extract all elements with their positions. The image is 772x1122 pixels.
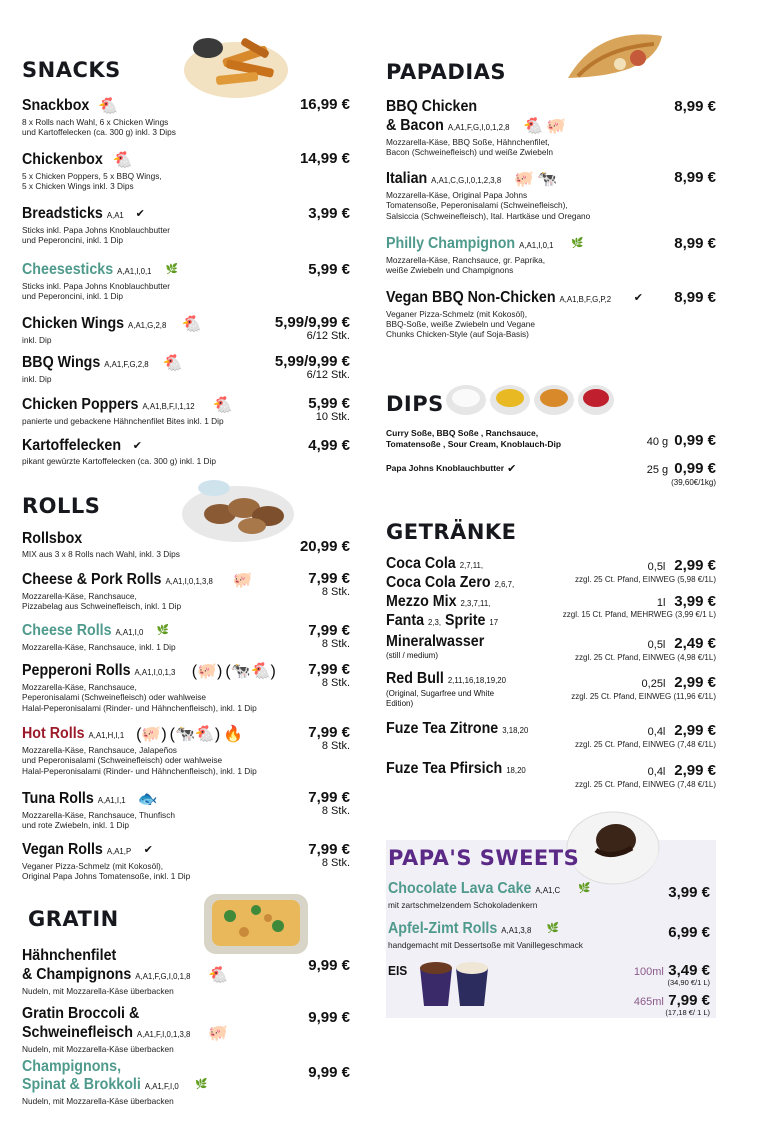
mezzo-price: 1l 3,99 €: [656, 593, 716, 610]
item-price: 8,99 €: [674, 98, 716, 115]
menu-item-cheese-pork-rolls[interactable]: [22, 570, 350, 612]
left-column: [22, 0, 350, 1122]
item-qty: 10 Stk.: [315, 411, 350, 423]
item-price: 5,99/9,99 €: [274, 353, 350, 370]
item-qty: 8 Stk.: [321, 805, 350, 817]
item-desc: Mozzarella-Käse, Ranchsauce, gr. Paprika, weiße Zwiebeln und Champignons: [386, 255, 546, 276]
drink-pfand: zzgl. 25 Ct. Pfand, EINWEG (4,98 €/1L): [575, 653, 716, 662]
pig-icon: 🐖: [232, 572, 253, 589]
chicken-icon: 🐔: [181, 316, 202, 333]
drink-mezzo-mix: Mezzo Mix 2,3,7,11,: [386, 593, 491, 610]
menu-item-hot-rolls[interactable]: [22, 724, 350, 776]
item-desc: Mozzarella-Käse, Ranchsauce, Jalapeños und Peperonisalami (Schweinefleisch) oder wahlweise Halal-Peperonisalami (Rinder- und Hähnchenfleisch), inkl. 1 Dip: [22, 745, 257, 776]
item-name: Snackbox: [22, 97, 90, 115]
item-price: 8,99 €: [674, 289, 716, 306]
drink-pfand: zzgl. 25 Ct. Pfand, EINWEG (7,48 €/1L): [575, 780, 716, 789]
item-name: Vegan BBQ Non-Chicken A,A1,B,F,G,P,2: [386, 289, 612, 306]
gratin-heading: GRATIN: [28, 907, 119, 931]
chicken-icon: 🐔: [208, 967, 229, 984]
drink-fuze-zitrone[interactable]: [386, 720, 716, 749]
item-name: Hähnchenfilet: [22, 947, 117, 964]
menu-item-chickenbox[interactable]: [22, 150, 350, 191]
vegan-leaf-icon: ✔: [633, 292, 643, 305]
item-name: BBQ Chicken: [386, 98, 478, 115]
item-desc: Mozzarella-Käse, Ranchsauce, Pizzabelag aus Schweinefleisch, inkl. 1 Dip: [22, 591, 182, 612]
item-name: Gratin Broccoli &: [22, 1005, 140, 1022]
menu-item-papadia-philly[interactable]: [386, 235, 716, 275]
item-name: Cheese & Pork Rolls A,A1,I,0,1,3,8: [22, 571, 213, 589]
item-desc: 5 x Chicken Poppers, 5 x BBQ Wings, 5 x Chicken Wings inkl. 3 Dips: [22, 171, 162, 192]
menu-item-papadia-vegan-bbq[interactable]: [386, 289, 716, 340]
item-name: Hot Rolls A,A1,H,I,1: [22, 725, 125, 743]
chicken-icon: 🐔: [162, 355, 183, 372]
menu-item-lava-cake[interactable]: [388, 880, 710, 910]
drink-price: 0,4l 2,99 €: [647, 722, 716, 739]
item-name: BBQ Wings A,A1,F,G,2,8: [22, 354, 149, 372]
item-desc: Nudeln, mit Mozzarella-Käse überbacken: [22, 986, 174, 997]
item-name: EIS: [388, 963, 408, 978]
menu-item-eis[interactable]: [388, 962, 710, 1022]
menu-item-chicken-wings[interactable]: [22, 314, 350, 345]
dips-list: Curry Soße, BBQ Soße , Ranchsauce, Tomatensoße , Sour Cream, Knoblauch-Dip: [386, 428, 562, 449]
item-desc: Mozzarella-Käse, Original Papa Johns Tomatensoße, Peperonisalami (Schweinefleisch), Salsiccia (Schweinefleisch), Ital. Hartkäse und Oregano: [386, 190, 591, 221]
cow-icon: 🐄: [537, 171, 558, 188]
cola-price: 0,5l 2,99 €: [647, 557, 716, 574]
item-name-line2: & Champignons A,A1,F,G,I,0,1,8: [22, 966, 191, 984]
drink-mineralwasser[interactable]: [386, 633, 716, 660]
drink-sub: (Original, Sugarfree und White Edition): [386, 689, 495, 708]
item-price: 6,99 €: [668, 924, 710, 941]
menu-item-papadia-italian[interactable]: [386, 169, 716, 221]
item-name: Vegan Rolls A,A1,P: [22, 841, 132, 858]
item-price: 9,99 €: [308, 957, 350, 974]
item-name: Champignons,: [22, 1058, 122, 1075]
drink-name: Fuze Tea Zitrone 3,18,20: [386, 720, 529, 737]
item-desc: inkl. Dip: [22, 374, 52, 385]
menu-item-vegan-rolls[interactable]: [22, 841, 350, 881]
menu-item-tuna-rolls[interactable]: [22, 789, 350, 831]
fish-icon: 🐟: [137, 791, 158, 808]
chicken-icon: 🐔: [212, 397, 233, 414]
sweets-content: [388, 846, 710, 1022]
pig-icon: 🐖: [514, 171, 535, 188]
item-name: Cheese Rolls A,A1,I,0: [22, 622, 144, 639]
eis-small-price: 100ml 3,49 €: [633, 962, 710, 979]
item-desc: handgemacht mit Dessertsoße mit Vanillegeschmack: [388, 940, 583, 950]
drink-pfand: zzgl. 25 Ct. Pfand, EINWEG (7,48 €/1L): [575, 740, 716, 749]
item-name: Chickenbox: [22, 151, 103, 169]
item-name: Italian A,A1,C,G,I,0,1,2,3,8: [386, 170, 502, 188]
item-price: 9,99 €: [308, 1064, 350, 1081]
chicken-icon: 🐔: [112, 152, 133, 169]
pig-icon: (🐖): [191, 663, 223, 680]
rolls-heading: ROLLS: [22, 494, 101, 518]
drink-coca-cola-zero: Coca Cola Zero 2,6,7,: [386, 574, 515, 591]
eis-small-unit: (34,90 €/1 L): [667, 978, 710, 987]
drink-name: Red Bull 2,11,16,18,19,20: [386, 670, 506, 687]
papadias-heading: PAPADIAS: [386, 60, 507, 84]
item-qty: 8 Stk.: [321, 586, 350, 598]
dips-weight-price: 40 g 0,99 €: [646, 432, 716, 449]
drink-coca-cola: Coca Cola 2,7,11,: [386, 555, 484, 572]
item-desc: Nudeln, mit Mozzarella-Käse überbacken: [22, 1044, 174, 1055]
item-name: Breadsticks A,A1: [22, 205, 124, 222]
item-name: Cheesesticks A,A1,I,0,1: [22, 261, 152, 278]
item-name: Tuna Rolls A,A1,I,1: [22, 790, 126, 808]
item-desc: Mozzarella-Käse, BBQ Soße, Hähnchenfilet, Bacon (Schweinefleisch) und weiße Zwiebeln: [386, 137, 553, 158]
item-price: 5,99 €: [308, 395, 350, 412]
dips-butter-unit: (39,60€/1kg): [671, 478, 716, 487]
item-price: 4,99 €: [308, 437, 350, 454]
drink-name: Mineralwasser: [386, 633, 485, 650]
item-price: 7,99 €: [308, 661, 350, 678]
drink-red-bull[interactable]: [386, 670, 716, 708]
item-desc: Mozzarella-Käse, Ranchsauce, Peperonisalami (Schweinefleisch) oder wahlweise Halal-Peperonisalami (Rinder- und Hähnchenfleisch), inkl. 1 Dip: [22, 682, 257, 713]
menu-item-cheese-rolls[interactable]: [22, 622, 350, 652]
item-price: 5,99/9,99 €: [274, 314, 350, 331]
dip-cups-photo: [444, 380, 614, 420]
drink-pfand: zzgl. 25 Ct. Pfand, EINWEG (11,96 €/1L): [571, 692, 716, 701]
chicken-icon: 🐔: [523, 118, 544, 135]
item-name: Chicken Wings A,A1,G,2,8: [22, 315, 167, 333]
vegetarian-leaf-icon: 🌿: [165, 264, 179, 276]
vegetarian-leaf-icon: 🌿: [546, 923, 560, 935]
item-desc: Sticks inkl. Papa Johns Knoblauchbutter und Peperoncini, inkl. 1 Dip: [22, 225, 171, 246]
dips-butter-name: Papa Johns Knoblauchbutter ✔: [386, 462, 517, 475]
item-name: Chicken Poppers A,A1,B,F,I,1,12: [22, 396, 195, 414]
drink-sub: (still / medium): [386, 651, 439, 660]
item-desc: Nudeln, mit Mozzarella-Käse überbacken: [22, 1096, 174, 1106]
chicken-icon: 🐔: [98, 98, 119, 115]
item-price: 20,99 €: [299, 538, 350, 555]
item-name: Kartoffelecken: [22, 437, 122, 454]
item-desc: Sticks inkl. Papa Johns Knoblauchbutter und Peperoncini, inkl. 1 Dip: [22, 281, 171, 302]
item-price: 9,99 €: [308, 1009, 350, 1026]
cola-pfand: zzgl. 25 Ct. Pfand, EINWEG (5,98 €/1L): [575, 575, 716, 584]
menu-item-gratin-champignons[interactable]: [22, 1058, 350, 1106]
chili-flame-icon: 🔥: [223, 726, 244, 743]
drink-price: 0,25l 2,99 €: [641, 674, 716, 691]
menu-item-chicken-poppers[interactable]: [22, 395, 350, 426]
item-price: 5,99 €: [308, 261, 350, 278]
sweets-heading: PAPA'S SWEETS: [388, 846, 580, 870]
vegan-leaf-icon: ✔: [507, 463, 517, 475]
menu-item-pepperoni-rolls[interactable]: [22, 661, 350, 713]
menu-item-gratin-broccoli[interactable]: [22, 1005, 350, 1054]
snacks-heading: SNACKS: [22, 58, 121, 82]
item-name: Rollsbox: [22, 530, 83, 547]
menu-item-bbq-wings[interactable]: [22, 353, 350, 384]
item-desc: panierte und gebackene Hähnchenfilet Bites inkl. 1 Dip: [22, 416, 224, 427]
pig-icon: 🐖: [208, 1025, 228, 1042]
vegetarian-leaf-icon: 🌿: [195, 1079, 208, 1091]
menu-item-kartoffelecken[interactable]: [22, 437, 350, 466]
item-name: Chocolate Lava Cake A,A1,C: [388, 880, 561, 897]
drink-name: Fuze Tea Pfirsich 18,20: [386, 760, 526, 777]
item-price: 3,99 €: [668, 884, 710, 901]
item-qty: 8 Stk.: [321, 677, 350, 689]
item-desc: Mozzarella-Käse, Ranchsauce, Thunfisch und rote Zwiebeln, inkl. 1 Dip: [22, 810, 175, 831]
item-name: Philly Champignon A,A1,I,0,1: [386, 235, 554, 252]
item-price: 14,99 €: [299, 150, 350, 167]
item-name-line2: Schweinefleisch A,A1,F,I,0,1,3,8: [22, 1024, 191, 1042]
item-name: Apfel-Zimt Rolls A,A1,3,8: [388, 920, 532, 937]
item-price: 8,99 €: [674, 169, 716, 186]
menu-item-gratin-haehnchen[interactable]: [22, 947, 350, 996]
item-price: 7,99 €: [308, 724, 350, 741]
drink-fuze-pfirsich[interactable]: [386, 760, 716, 789]
eis-large-price: 465ml 7,99 €: [633, 992, 710, 1009]
item-desc: Veganer Pizza-Schmelz (mit Kokosöl), BBQ-Soße, weiße Zwiebeln und Vegane Chunks Chicken-Style (auf Soja-Basis): [386, 309, 535, 340]
drink-price: 0,5l 2,49 €: [647, 635, 716, 652]
papadia-photo: [558, 18, 674, 98]
menu-item-breadsticks[interactable]: [22, 205, 350, 245]
drinks-heading: GETRÄNKE: [386, 520, 517, 544]
item-desc: MIX aus 3 x 8 Rolls nach Wahl, inkl. 3 Dips: [22, 549, 180, 559]
dips-butter-price: 25 g 0,99 €: [646, 460, 716, 477]
pig-icon: 🐖: [546, 118, 567, 135]
item-desc: inkl. Dip: [22, 335, 52, 346]
drink-fanta-sprite: Fanta 2,3, Sprite 17: [386, 612, 499, 629]
eis-large-unit: (17,18 €/ 1 L): [665, 1008, 710, 1017]
item-price: 16,99 €: [299, 96, 350, 113]
vegan-leaf-icon: ✔: [132, 440, 142, 453]
item-price: 7,99 €: [308, 841, 350, 858]
item-name-line2: Spinat & Brokkoli A,A1,F,I,0: [22, 1076, 179, 1093]
item-name: Pepperoni Rolls A,A1,I,0,1,3: [22, 662, 176, 680]
item-price: 7,99 €: [308, 789, 350, 806]
item-desc: 8 x Rolls nach Wahl, 6 x Chicken Wings und Kartoffelecken (ca. 300 g) inkl. 3 Dips: [22, 117, 176, 138]
dips-knoblauchbutter[interactable]: [386, 460, 716, 487]
pig-icon: (🐖): [136, 726, 167, 743]
item-qty: 8 Stk.: [321, 740, 350, 752]
item-name-line2: & Bacon A,A1,F,G,I,0,1,2,8: [386, 117, 510, 135]
item-desc: pikant gewürzte Kartoffelecken (ca. 300 g) inkl. 1 Dip: [22, 456, 217, 466]
dips-heading: DIPS: [386, 392, 444, 416]
menu-item-papadia-bbq-chicken[interactable]: [386, 98, 716, 158]
item-desc: Veganer Pizza-Schmelz (mit Kokosöl), Original Papa Johns Tomatensoße, inkl. 1 Dip: [22, 861, 191, 882]
item-desc: mit zartschmelzendem Schokoladenkern: [388, 900, 538, 910]
item-price: 3,99 €: [308, 205, 350, 222]
vegetarian-leaf-icon: 🌿: [571, 238, 584, 250]
cow-chicken-icon: (🐄🐔): [169, 726, 221, 743]
drink-price: 0,4l 2,99 €: [647, 762, 716, 779]
cow-chicken-icon: (🐄🐔): [225, 663, 276, 680]
item-price: 7,99 €: [308, 570, 350, 587]
vegetarian-leaf-icon: 🌿: [156, 625, 170, 637]
menu-item-rollsbox[interactable]: [22, 530, 350, 559]
menu-item-snackbox[interactable]: [22, 96, 350, 137]
menu-item-cheesesticks[interactable]: [22, 261, 350, 301]
item-desc: Mozzarella-Käse, Ranchsauce, inkl. 1 Dip: [22, 642, 176, 652]
item-qty: 8 Stk.: [321, 857, 350, 869]
item-qty: 6/12 Stk.: [306, 330, 350, 342]
dips-sauces[interactable]: [386, 428, 716, 450]
item-price: 7,99 €: [308, 622, 350, 639]
vegetarian-leaf-icon: 🌿: [578, 883, 591, 895]
fries-photo: [180, 30, 292, 100]
drinks-cola-group[interactable]: [386, 555, 716, 631]
item-qty: 8 Stk.: [321, 638, 350, 650]
mezzo-pfand: zzgl. 15 Ct. Pfand, MEHRWEG (3,99 €/1 L): [562, 610, 716, 619]
item-price: 8,99 €: [674, 235, 716, 252]
vegan-leaf-icon: ✔: [143, 844, 153, 857]
item-qty: 6/12 Stk.: [306, 369, 350, 381]
ice-cream-tubs-image: [416, 958, 492, 1015]
menu-item-apfel-zimt-rolls[interactable]: [388, 920, 710, 950]
vegan-leaf-icon: ✔: [135, 208, 145, 221]
